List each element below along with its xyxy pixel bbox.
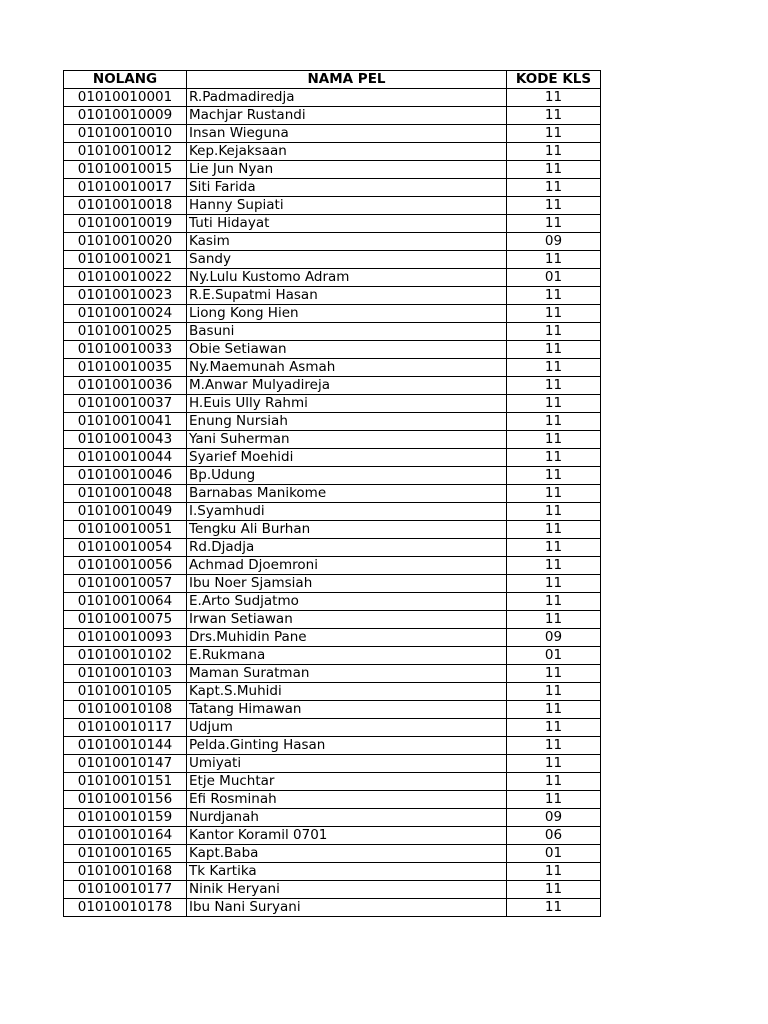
table-row xyxy=(64,665,601,683)
nama-pel-cell: Ninik Heryani xyxy=(187,881,507,899)
kode-kls-cell: 09 xyxy=(507,629,601,647)
table-row xyxy=(64,467,601,485)
kode-kls-cell: 11 xyxy=(507,791,601,809)
kode-kls-cell: 11 xyxy=(507,89,601,107)
kode-kls-cell: 11 xyxy=(507,719,601,737)
kode-kls-cell: 11 xyxy=(507,161,601,179)
nama-pel-cell: M.Anwar Mulyadireja xyxy=(187,377,507,395)
nolang-cell: 01010010009 xyxy=(64,107,187,125)
table-header xyxy=(64,71,601,89)
nolang-cell: 01010010019 xyxy=(64,215,187,233)
table-body xyxy=(64,89,601,917)
kode-kls-cell: 11 xyxy=(507,899,601,917)
nolang-cell: 01010010103 xyxy=(64,665,187,683)
nama-pel-cell: Kep.Kejaksaan xyxy=(187,143,507,161)
table-row xyxy=(64,863,601,881)
nolang-cell: 01010010022 xyxy=(64,269,187,287)
table-row xyxy=(64,431,601,449)
kode-kls-cell: 11 xyxy=(507,251,601,269)
nolang-cell: 01010010010 xyxy=(64,125,187,143)
nama-pel-cell: Kasim xyxy=(187,233,507,251)
kode-kls-cell: 11 xyxy=(507,485,601,503)
table-row xyxy=(64,449,601,467)
nolang-cell: 01010010102 xyxy=(64,647,187,665)
nama-pel-cell: Tk Kartika xyxy=(187,863,507,881)
header-nama-pel: NAMA PEL xyxy=(187,71,507,89)
nolang-cell: 01010010075 xyxy=(64,611,187,629)
table-row xyxy=(64,845,601,863)
nama-pel-cell: Ny.Maemunah Asmah xyxy=(187,359,507,377)
table-row xyxy=(64,251,601,269)
table-row xyxy=(64,773,601,791)
table-row xyxy=(64,827,601,845)
table-row xyxy=(64,179,601,197)
nolang-cell: 01010010165 xyxy=(64,845,187,863)
nama-pel-cell: Ibu Noer Sjamsiah xyxy=(187,575,507,593)
table-row xyxy=(64,89,601,107)
header-row xyxy=(64,71,601,89)
kode-kls-cell: 11 xyxy=(507,737,601,755)
nama-pel-cell: Basuni xyxy=(187,323,507,341)
nolang-cell: 01010010041 xyxy=(64,413,187,431)
nama-pel-cell: Insan Wieguna xyxy=(187,125,507,143)
nolang-cell: 01010010057 xyxy=(64,575,187,593)
kode-kls-cell: 01 xyxy=(507,647,601,665)
nama-pel-cell: Rd.Djadja xyxy=(187,539,507,557)
nolang-cell: 01010010037 xyxy=(64,395,187,413)
nolang-cell: 01010010033 xyxy=(64,341,187,359)
table-row xyxy=(64,125,601,143)
table-row xyxy=(64,719,601,737)
nolang-cell: 01010010017 xyxy=(64,179,187,197)
table-row xyxy=(64,215,601,233)
table-row xyxy=(64,521,601,539)
nolang-cell: 01010010168 xyxy=(64,863,187,881)
table-row xyxy=(64,737,601,755)
kode-kls-cell: 11 xyxy=(507,305,601,323)
nolang-cell: 01010010001 xyxy=(64,89,187,107)
nolang-cell: 01010010049 xyxy=(64,503,187,521)
kode-kls-cell: 11 xyxy=(507,107,601,125)
nama-pel-cell: Machjar Rustandi xyxy=(187,107,507,125)
kode-kls-cell: 11 xyxy=(507,539,601,557)
kode-kls-cell: 11 xyxy=(507,557,601,575)
nama-pel-cell: Pelda.Ginting Hasan xyxy=(187,737,507,755)
nama-pel-cell: Umiyati xyxy=(187,755,507,773)
kode-kls-cell: 11 xyxy=(507,503,601,521)
table-row xyxy=(64,881,601,899)
nama-pel-cell: Udjum xyxy=(187,719,507,737)
nolang-cell: 01010010023 xyxy=(64,287,187,305)
kode-kls-cell: 11 xyxy=(507,593,601,611)
nama-pel-cell: Siti Farida xyxy=(187,179,507,197)
nolang-cell: 01010010051 xyxy=(64,521,187,539)
nama-pel-cell: Obie Setiawan xyxy=(187,341,507,359)
table-row xyxy=(64,287,601,305)
header-kode-kls: KODE KLS xyxy=(507,71,601,89)
nolang-cell: 01010010178 xyxy=(64,899,187,917)
nama-pel-cell: Hanny Supiati xyxy=(187,197,507,215)
kode-kls-cell: 11 xyxy=(507,863,601,881)
nolang-cell: 01010010064 xyxy=(64,593,187,611)
kode-kls-cell: 11 xyxy=(507,395,601,413)
kode-kls-cell: 11 xyxy=(507,341,601,359)
nama-pel-cell: I.Syamhudi xyxy=(187,503,507,521)
nama-pel-cell: Enung Nursiah xyxy=(187,413,507,431)
table-row xyxy=(64,611,601,629)
nolang-cell: 01010010156 xyxy=(64,791,187,809)
nama-pel-cell: Tengku Ali Burhan xyxy=(187,521,507,539)
nolang-cell: 01010010020 xyxy=(64,233,187,251)
nama-pel-cell: Sandy xyxy=(187,251,507,269)
table-row xyxy=(64,629,601,647)
nolang-cell: 01010010056 xyxy=(64,557,187,575)
nolang-cell: 01010010024 xyxy=(64,305,187,323)
table-row xyxy=(64,377,601,395)
nolang-cell: 01010010108 xyxy=(64,701,187,719)
kode-kls-cell: 11 xyxy=(507,287,601,305)
kode-kls-cell: 11 xyxy=(507,683,601,701)
nolang-cell: 01010010144 xyxy=(64,737,187,755)
kode-kls-cell: 09 xyxy=(507,809,601,827)
nama-pel-cell: Tatang Himawan xyxy=(187,701,507,719)
nama-pel-cell: Liong Kong Hien xyxy=(187,305,507,323)
nolang-cell: 01010010036 xyxy=(64,377,187,395)
kode-kls-cell: 11 xyxy=(507,125,601,143)
nama-pel-cell: Yani Suherman xyxy=(187,431,507,449)
nama-pel-cell: E.Rukmana xyxy=(187,647,507,665)
nolang-cell: 01010010177 xyxy=(64,881,187,899)
table-row xyxy=(64,161,601,179)
table-row xyxy=(64,809,601,827)
nolang-cell: 01010010035 xyxy=(64,359,187,377)
kode-kls-cell: 11 xyxy=(507,377,601,395)
customer-table xyxy=(63,70,601,917)
kode-kls-cell: 11 xyxy=(507,467,601,485)
nama-pel-cell: Kapt.S.Muhidi xyxy=(187,683,507,701)
nolang-cell: 01010010044 xyxy=(64,449,187,467)
nolang-cell: 01010010147 xyxy=(64,755,187,773)
nama-pel-cell: Syarief Moehidi xyxy=(187,449,507,467)
kode-kls-cell: 11 xyxy=(507,665,601,683)
table-row xyxy=(64,197,601,215)
table-row xyxy=(64,323,601,341)
table-row xyxy=(64,143,601,161)
nama-pel-cell: Nurdjanah xyxy=(187,809,507,827)
nolang-cell: 01010010093 xyxy=(64,629,187,647)
nolang-cell: 01010010159 xyxy=(64,809,187,827)
kode-kls-cell: 11 xyxy=(507,773,601,791)
kode-kls-cell: 11 xyxy=(507,143,601,161)
table-row xyxy=(64,557,601,575)
nolang-cell: 01010010105 xyxy=(64,683,187,701)
table-row xyxy=(64,575,601,593)
kode-kls-cell: 01 xyxy=(507,845,601,863)
nama-pel-cell: Achmad Djoemroni xyxy=(187,557,507,575)
kode-kls-cell: 11 xyxy=(507,215,601,233)
nolang-cell: 01010010151 xyxy=(64,773,187,791)
table-row xyxy=(64,539,601,557)
nama-pel-cell: Ny.Lulu Kustomo Adram xyxy=(187,269,507,287)
table-row xyxy=(64,359,601,377)
table-row xyxy=(64,107,601,125)
table-row xyxy=(64,395,601,413)
table-row xyxy=(64,233,601,251)
table-row xyxy=(64,899,601,917)
nolang-cell: 01010010015 xyxy=(64,161,187,179)
table-row xyxy=(64,683,601,701)
kode-kls-cell: 06 xyxy=(507,827,601,845)
nama-pel-cell: Barnabas Manikome xyxy=(187,485,507,503)
nolang-cell: 01010010164 xyxy=(64,827,187,845)
table-row xyxy=(64,593,601,611)
nama-pel-cell: Etje Muchtar xyxy=(187,773,507,791)
nolang-cell: 01010010012 xyxy=(64,143,187,161)
nolang-cell: 01010010043 xyxy=(64,431,187,449)
nolang-cell: 01010010025 xyxy=(64,323,187,341)
kode-kls-cell: 11 xyxy=(507,449,601,467)
nolang-cell: 01010010054 xyxy=(64,539,187,557)
nolang-cell: 01010010021 xyxy=(64,251,187,269)
table-row xyxy=(64,485,601,503)
kode-kls-cell: 11 xyxy=(507,575,601,593)
kode-kls-cell: 09 xyxy=(507,233,601,251)
nama-pel-cell: Drs.Muhidin Pane xyxy=(187,629,507,647)
kode-kls-cell: 11 xyxy=(507,197,601,215)
kode-kls-cell: 11 xyxy=(507,323,601,341)
table-row xyxy=(64,701,601,719)
nama-pel-cell: H.Euis Ully Rahmi xyxy=(187,395,507,413)
table-row xyxy=(64,341,601,359)
table-row xyxy=(64,269,601,287)
kode-kls-cell: 11 xyxy=(507,701,601,719)
kode-kls-cell: 11 xyxy=(507,881,601,899)
kode-kls-cell: 11 xyxy=(507,521,601,539)
table-row xyxy=(64,791,601,809)
kode-kls-cell: 11 xyxy=(507,431,601,449)
header-nolang: NOLANG xyxy=(64,71,187,89)
nolang-cell: 01010010117 xyxy=(64,719,187,737)
nama-pel-cell: Bp.Udung xyxy=(187,467,507,485)
nolang-cell: 01010010018 xyxy=(64,197,187,215)
nama-pel-cell: E.Arto Sudjatmo xyxy=(187,593,507,611)
nama-pel-cell: Irwan Setiawan xyxy=(187,611,507,629)
kode-kls-cell: 11 xyxy=(507,359,601,377)
kode-kls-cell: 11 xyxy=(507,179,601,197)
nama-pel-cell: Efi Rosminah xyxy=(187,791,507,809)
kode-kls-cell: 11 xyxy=(507,755,601,773)
nama-pel-cell: Lie Jun Nyan xyxy=(187,161,507,179)
nama-pel-cell: Ibu Nani Suryani xyxy=(187,899,507,917)
table-row xyxy=(64,503,601,521)
nama-pel-cell: Kapt.Baba xyxy=(187,845,507,863)
nama-pel-cell: Kantor Koramil 0701 xyxy=(187,827,507,845)
nama-pel-cell: R.Padmadiredja xyxy=(187,89,507,107)
kode-kls-cell: 11 xyxy=(507,611,601,629)
table-row xyxy=(64,413,601,431)
kode-kls-cell: 11 xyxy=(507,413,601,431)
nama-pel-cell: Maman Suratman xyxy=(187,665,507,683)
kode-kls-cell: 01 xyxy=(507,269,601,287)
table-row xyxy=(64,755,601,773)
table-row xyxy=(64,647,601,665)
nolang-cell: 01010010046 xyxy=(64,467,187,485)
nolang-cell: 01010010048 xyxy=(64,485,187,503)
nama-pel-cell: Tuti Hidayat xyxy=(187,215,507,233)
table-row xyxy=(64,305,601,323)
nama-pel-cell: R.E.Supatmi Hasan xyxy=(187,287,507,305)
